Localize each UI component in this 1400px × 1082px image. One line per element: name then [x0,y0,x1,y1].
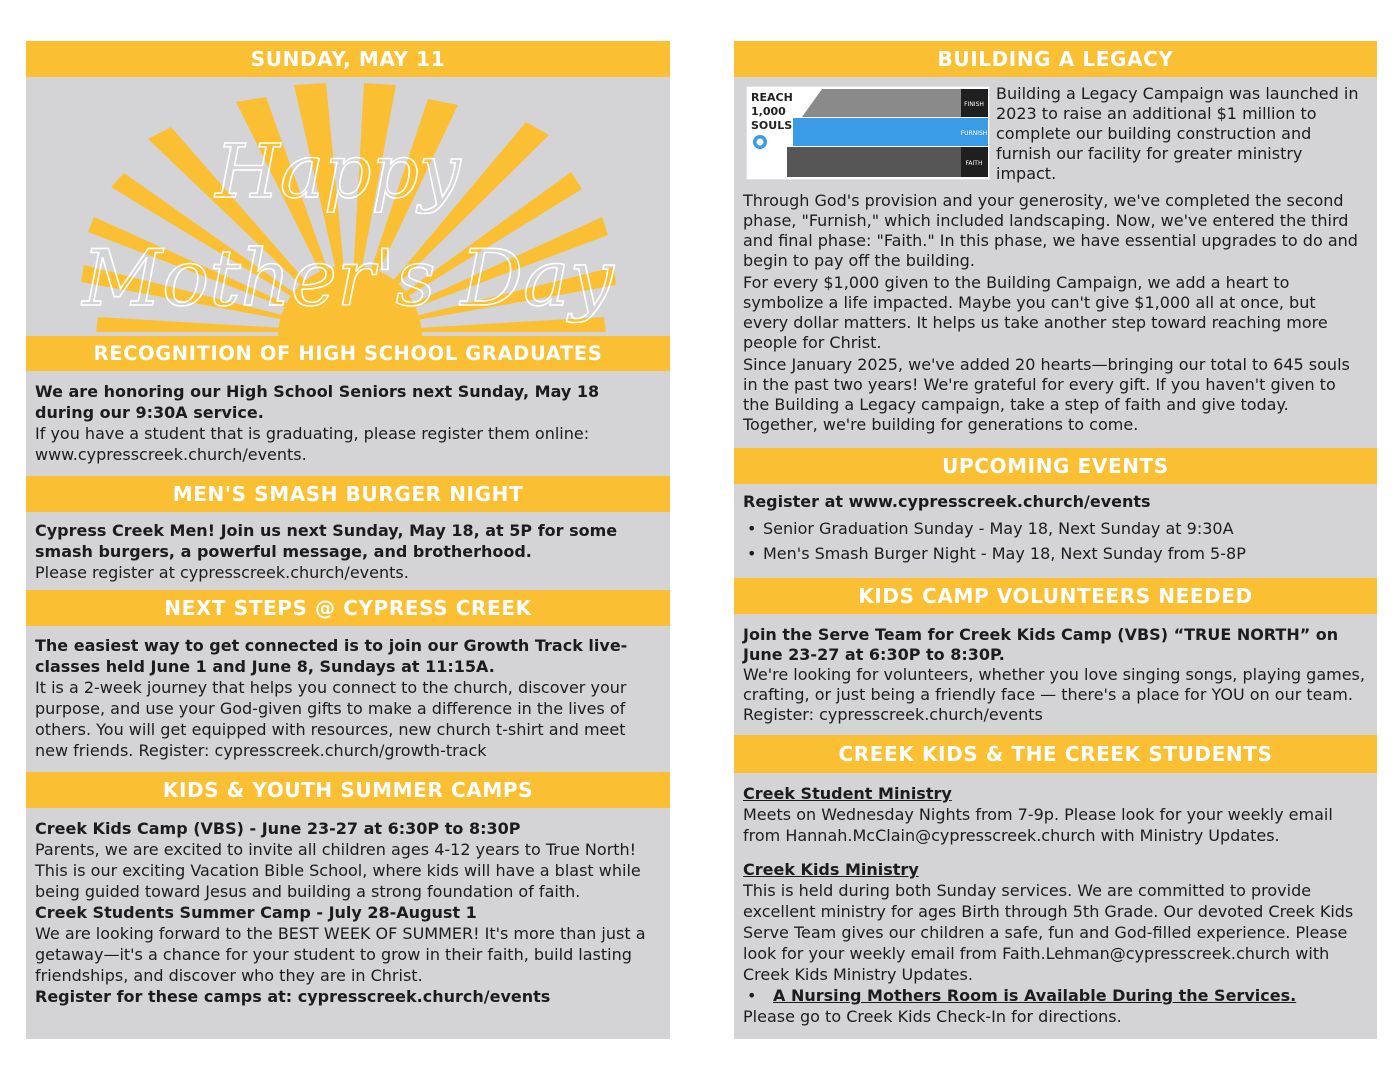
camps-body [35,818,662,1007]
graphic-phase-faith: FAITH [965,160,983,167]
graduates-title: RECOGNITION OF HIGH SCHOOL GRADUATES [26,336,670,371]
graphic-line3: SOULS [751,119,793,132]
graphic-phase-finish: FINISH [964,101,984,108]
camps-title: KIDS & YOUTH SUMMER CAMPS [26,772,670,808]
ministries-body [743,783,1375,1027]
students-camp-heading: Creek Students Summer Camp - July 28-August 1 [35,903,477,922]
camps-register: Register for these camps at: cypresscreek.church/events [35,987,551,1006]
right-column [734,41,1377,1039]
events-register: Register at www.cypresscreek.church/events [743,492,1151,511]
burger-title: MEN'S SMASH BURGER NIGHT [26,476,670,512]
legacy-p2: For every $1,000 given to the Building Campaign, we add a heart to symbolize a life impacted. Maybe you can't give $1,000 all at once, but every dollar matters. It helps us take another step toward reaching more people for Christ. [743,273,1328,352]
graphic-line2: 1,000 [751,105,786,118]
kids-camp-heading: Creek Kids Camp (VBS) - June 23-27 at 6:30P to 8:30P [35,819,521,838]
mothers-day-graphic [26,77,670,377]
volunteers-body [743,625,1369,725]
volunteers-bold: Join the Serve Team for Creek Kids Camp (VBS) “TRUE NORTH” on June 23-27 at 6:30P to 8:30P. [743,625,1339,664]
events-body [743,491,1369,566]
kids-ministry-heading: Creek Kids Ministry [743,860,919,879]
events-list [743,516,1369,566]
legacy-intro: Building a Legacy Campaign was launched in 2023 to raise an additional $1 million to complete our building construction and furnish our facility for greater ministry impact. [996,84,1359,183]
legacy-p1: Through God's provision and your generosity, we've completed the second phase, "Furnish," which included landscaping. Now, we've entered the third and final phase: "Faith." In this phase, we have essential upgrades to do and begin to pay off the building. [743,191,1358,270]
events-title: UPCOMING EVENTS [734,448,1377,484]
legacy-title: BUILDING A LEGACY [734,41,1377,77]
list-item: • Men's Smash Burger Night - May 18, Next Sunday from 5-8P [743,541,1369,566]
list-item: • Senior Graduation Sunday - May 18, Next Sunday at 9:30A [743,516,1369,541]
graduates-text: If you have a student that is graduating, please register them online: www.cypresscreek.church/events. [35,424,590,464]
next-steps-bold: The easiest way to get connected is to join our Growth Track live-classes held June 1 and June 8, Sundays at 11:15A. [35,636,628,676]
graphic-line1: REACH [751,91,793,104]
kids-camp-text: Parents, we are excited to invite all children ages 4-12 years to True North! This is our exciting Vacation Bible School, where kids will have a blast while being guided toward Jesus and building a strong foundation of faith. [35,840,641,901]
volunteers-text: We're looking for volunteers, whether you love singing songs, playing games, crafting, or just being a friendly face — there's a place for YOU on our team. Register: cypresscreek.church/events [743,665,1365,724]
graduates-body [35,381,662,465]
nursing-text: Please go to Creek Kids Check-In for directions. [743,1007,1122,1026]
burger-body [35,520,662,583]
volunteers-title: KIDS CAMP VOLUNTEERS NEEDED [734,578,1377,614]
nursing-bullet [743,985,1375,1006]
ministries-title: CREEK KIDS & THE CREEK STUDENTS [734,735,1377,773]
burger-text: Please register at cypresscreek.church/events. [35,563,409,582]
graphic-phase-furnish: FURNISH [960,130,988,137]
hero-script-line1: Happy [215,129,461,215]
left-column [26,41,670,1039]
nursing-list [743,985,1375,1006]
legacy-p3: Since January 2025, we've added 20 hearts—bringing our total to 645 souls in the past two years! We're grateful for every gift. If you haven't given to the Building a Legacy campaign, take a step of faith and give today. Together, we're building for generations to come. [743,355,1350,434]
date-header: SUNDAY, MAY 11 [26,41,670,77]
student-ministry-heading: Creek Student Ministry [743,784,952,803]
hero-script-line2: Mother's Day [82,234,614,324]
graduates-bold: We are honoring our High School Seniors next Sunday, May 18 during our 9:30A service. [35,382,600,422]
legacy-body [743,191,1365,435]
next-steps-title: NEXT STEPS @ CYPRESS CREEK [26,590,670,626]
kids-ministry-text: This is held during both Sunday services. We are committed to provide excellent ministry for ages Birth through 5th Grade. Our devoted Creek Kids Serve Team gives our children a safe, fun and God-filled experience. Please look for your weekly email from Faith.Lehman@cypresscreek.church with Creek Kids Ministry Updates. [743,881,1354,984]
student-ministry-text: Meets on Wednesday Nights from 7-9p. Please look for your weekly email from Hannah.McClain@cypresscreek.church with Ministry Updates. [743,805,1333,845]
nursing-bullet-text: A Nursing Mothers Room is Available During the Services. [773,986,1297,1005]
next-steps-body [35,635,662,761]
burger-bold: Cypress Creek Men! Join us next Sunday, May 18, at 5P for some smash burgers, a powerful message, and brotherhood. [35,521,618,561]
students-camp-text: We are looking forward to the BEST WEEK OF SUMMER! It's more than just a getaway—it's a chance for your student to grow in their faith, build lasting friendships, and discover who they are in Christ. [35,924,646,985]
reach-1000-souls-graphic [746,86,990,180]
next-steps-text: It is a 2-week journey that helps you connect to the church, discover your purpose, and use your God-given gifts to make a difference in the lives of others. You will get equipped with resources, new church t-shirt and meet new friends. Register: cypresscreek.church/growth-track [35,678,627,760]
